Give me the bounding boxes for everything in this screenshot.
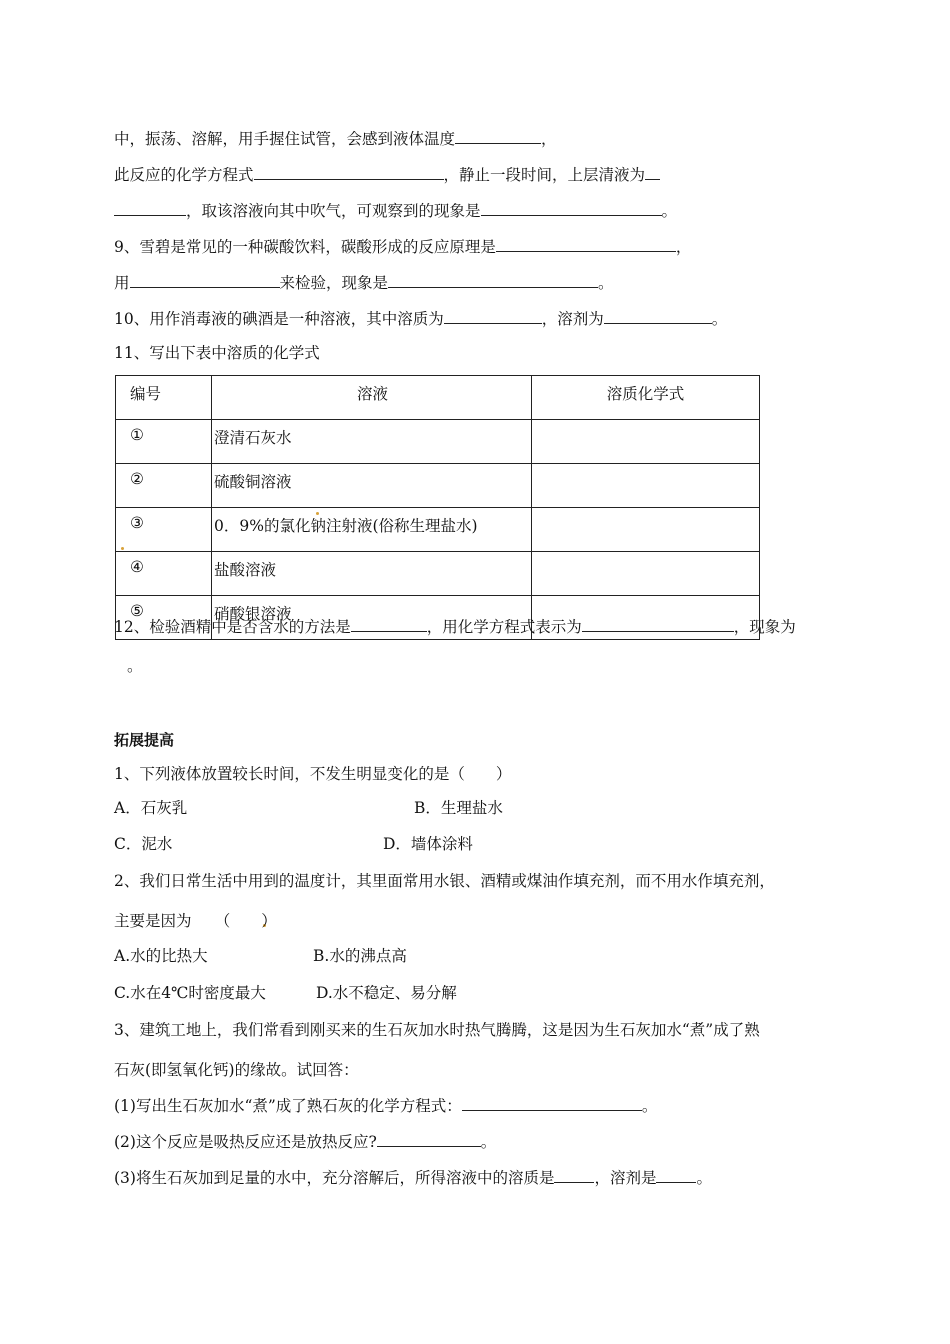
q9-line2-end: 。	[598, 274, 614, 292]
q9-line-1	[114, 236, 691, 257]
row-number: ②	[116, 464, 212, 508]
scan-speck	[121, 547, 124, 550]
q8-line3-text: ，取该溶液向其中吹气，可观察到的现象是	[186, 202, 481, 220]
row-solution: 硫酸铜溶液	[212, 464, 532, 508]
q8-line3-end: 。	[661, 202, 678, 220]
e2-option-a: A.水的比热大	[114, 947, 208, 965]
e1-option-d: D．墙体涂料	[383, 835, 473, 853]
q12-stem: 12、检验酒精中是否含水的方法是	[114, 618, 351, 636]
e3-part-2	[114, 1131, 496, 1152]
q8-equation-blank[interactable]	[254, 164, 444, 180]
q12-end: ，现象为	[733, 618, 796, 636]
e3-solvent-blank[interactable]	[656, 1167, 696, 1183]
e3-equation-blank[interactable]	[462, 1095, 642, 1111]
q8-line1-text: 中，振荡、溶解，用手握住试管，会感到液体温度	[114, 130, 456, 148]
header-solution: 溶液	[212, 376, 532, 420]
e2-stem-1: 2、我们日常生活中用到的温度计，其里面常用水银、酒精或煤油作填充剂，而不用水作填充剂，	[114, 872, 775, 890]
q12-mid: ，用化学方程式表示为	[426, 618, 582, 636]
e3-part2-text: (2)这个反应是吸热反应还是放热反应?	[114, 1133, 377, 1151]
table-row	[116, 464, 760, 508]
q12-method-blank[interactable]	[351, 616, 427, 632]
q10-line	[114, 308, 727, 329]
row-solution: 澄清石灰水	[212, 420, 532, 464]
e1-option-b: B．生理盐水	[414, 799, 503, 817]
q8-line1-end: ，	[541, 130, 557, 148]
q8-line-2	[114, 164, 660, 185]
row-solution: 硝酸银溶液	[212, 596, 532, 640]
q10-end: 。	[711, 310, 728, 328]
table-row	[116, 508, 760, 552]
table-row	[116, 552, 760, 596]
q9-principle-blank[interactable]	[496, 236, 676, 252]
e3-part1-end: 。	[641, 1097, 658, 1115]
row-number: ③	[116, 508, 212, 552]
e2-stem-2: 主要是因为 （ ）	[114, 912, 277, 930]
q8-line2-mid: ，静止一段时间，上层清液为	[443, 166, 646, 184]
e3-stem-1: 3、建筑工地上，我们常看到刚买来的生石灰加水时热气腾腾，这是因为生石灰加水“煮”成了熟	[114, 1021, 760, 1039]
q8-phenomenon-blank[interactable]	[481, 200, 662, 216]
row-formula-cell[interactable]	[532, 508, 760, 552]
q11-title: 11、写出下表中溶质的化学式	[114, 344, 320, 362]
row-formula-cell[interactable]	[532, 464, 760, 508]
q9-line-2	[114, 272, 614, 293]
e3-part1-text: (1)写出生石灰加水“煮”成了熟石灰的化学方程式：	[114, 1097, 462, 1115]
header-number: 编号	[116, 376, 212, 420]
e3-part3-end: 。	[696, 1169, 712, 1187]
table-row	[116, 420, 760, 464]
solute-table	[115, 375, 760, 640]
e1-option-c: C．泥水	[114, 835, 173, 853]
q9-line1-end: ，	[675, 238, 692, 256]
q10-solute-blank[interactable]	[444, 308, 542, 324]
q10-solvent-blank[interactable]	[604, 308, 712, 324]
e2-option-b: B.水的沸点高	[313, 947, 407, 965]
e2-option-d: D.水不稳定、易分解	[316, 984, 457, 1002]
q9-line2-text: 用	[114, 274, 130, 292]
scan-speck	[316, 512, 319, 515]
table-header-row	[116, 376, 760, 420]
e3-reaction-type-blank[interactable]	[377, 1131, 481, 1147]
q12-line-1	[114, 616, 796, 637]
q12-line-2: 。	[127, 657, 143, 675]
q10-stem: 10、用作消毒液的碘酒是一种溶液，其中溶质为	[114, 310, 444, 328]
row-number: ④	[116, 552, 212, 596]
row-solution: 盐酸溶液	[212, 552, 532, 596]
e3-stem-2: 石灰(即氢氧化钙)的缘故。试回答：	[114, 1061, 359, 1079]
e3-part2-end: 。	[480, 1133, 497, 1151]
e3-solute-blank[interactable]	[554, 1167, 594, 1183]
row-solution: 0．9%的氯化钠注射液(俗称生理盐水)	[212, 508, 532, 552]
q9-phenomenon-blank[interactable]	[388, 272, 598, 288]
q9-stem: 9、雪碧是常见的一种碳酸饮料，碳酸形成的反应原理是	[114, 238, 496, 256]
q10-mid: ，溶剂为	[541, 310, 604, 328]
q8-line-1	[114, 128, 557, 149]
row-formula-cell[interactable]	[532, 552, 760, 596]
e3-part3-mid: ，溶剂是	[594, 1169, 657, 1187]
q8-clear-liquid-blank[interactable]	[645, 164, 660, 180]
header-formula: 溶质化学式	[532, 376, 760, 420]
e3-part-3	[114, 1167, 712, 1188]
q8-temperature-blank[interactable]	[455, 128, 541, 144]
e3-part-1	[114, 1095, 657, 1116]
row-number: ⑤	[116, 596, 212, 640]
q8-clear-liquid-blank-cont[interactable]	[114, 200, 186, 216]
e1-option-a: A．石灰乳	[114, 799, 188, 817]
section-title: 拓展提高	[114, 731, 175, 749]
q12-equation-blank[interactable]	[582, 616, 734, 632]
e3-part3-text: (3)将生石灰加到足量的水中，充分溶解后，所得溶液中的溶质是	[114, 1169, 555, 1187]
q8-line2-text: 此反应的化学方程式	[114, 166, 254, 184]
q8-line-3	[114, 200, 677, 221]
q9-line2-mid: 来检验，现象是	[279, 274, 389, 292]
q9-reagent-blank[interactable]	[130, 272, 280, 288]
e2-option-c: C.水在4℃时密度最大	[114, 984, 266, 1002]
row-formula-cell[interactable]	[532, 420, 760, 464]
e1-stem: 1、下列液体放置较长时间，不发生明显变化的是（ ）	[114, 765, 512, 783]
row-number: ①	[116, 420, 212, 464]
